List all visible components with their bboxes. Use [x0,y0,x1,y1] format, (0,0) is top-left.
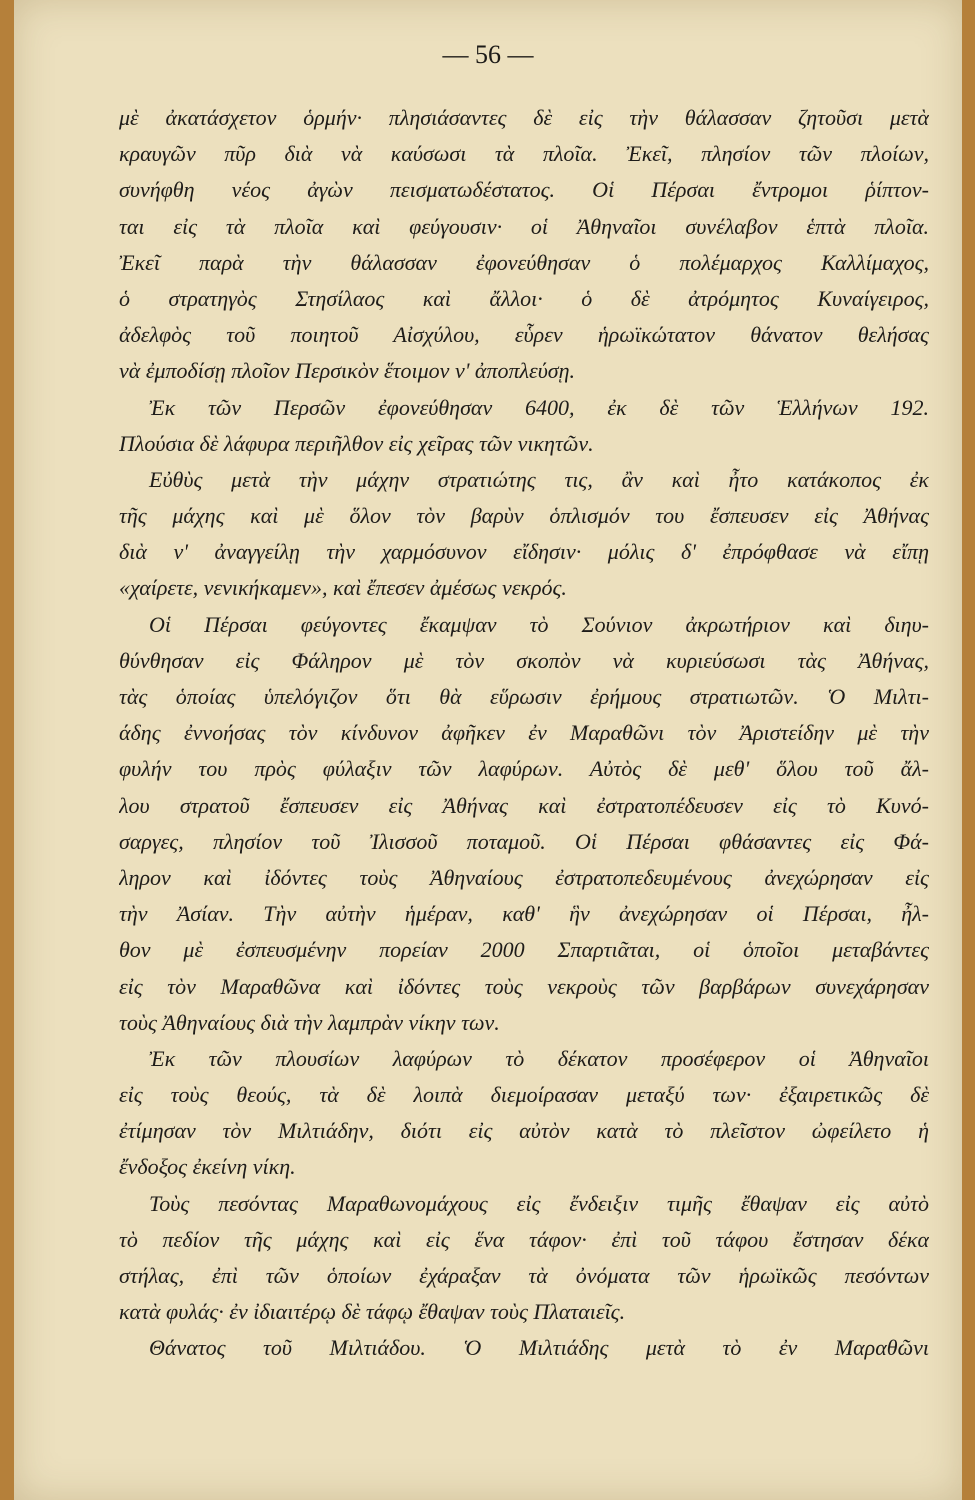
text-line: «χαίρετε, νενικήκαμεν», καὶ ἔπεσεν ἀμέσως νεκρός. [119,575,567,601]
text-line: Ἐκ τῶν Περσῶν ἐφονεύθησαν 6400, ἐκ δὲ τῶν Ἑλλήνων 192. [149,394,929,420]
text-line: μὲ ἀκατάσχετον ὁρμήν· πλησιάσαντες δὲ εἰς τὴν θάλασσαν ζητοῦσι μετὰ [119,105,929,130]
body-text [119,100,929,1367]
text-line: νὰ ἐμποδίσῃ πλοῖον Περσικὸν ἕτοιμον ν' ἀποπλεύσῃ. [119,358,576,384]
text-line: φυλήν του πρὸς φύλαξιν τῶν λαφύρων. Αὐτὸς δὲ μεθ' ὅλου τοῦ ἄλ- [119,756,929,782]
text-line: συνήφθη νέος ἀγὼν πεισματωδέστατος. Οἱ Πέρσαι ἔντρομοι ῥίπτον- [119,177,929,203]
text-line: τῆς μάχης καὶ μὲ ὅλον τὸν βαρὺν ὁπλισμόν του ἔσπευσεν εἰς Ἀθήνας [119,503,929,529]
text-line: ἐτίμησαν τὸν Μιλτιάδην, διότι εἰς αὐτὸν κατὰ τὸ πλεῖστον ὠφείλετο ἡ [119,1118,929,1144]
text-line: κραυγῶν πῦρ διὰ νὰ καύσωσι τὰ πλοῖα. Ἐκεῖ, πλησίον τῶν πλοίων, [119,141,929,167]
text-line: άδης ἐννοήσας τὸν κίνδυνον ἀφῆκεν ἐν Μαραθῶνι τὸν Ἀριστείδην μὲ τὴν [119,720,929,746]
text-line: διὰ ν' ἀναγγείλῃ τὴν χαρμόσυνον εἴδησιν· μόλις δ' ἐπρόφθασε νὰ εἴπῃ [119,539,929,565]
text-line: κατὰ φυλάς· ἐν ἰδιαιτέρῳ δὲ τάφῳ ἔθαψαν τοὺς Πλαταιεῖς. [119,1299,626,1325]
text-line: ληρον καὶ ἰδόντες τοὺς Ἀθηναίους ἐστρατοπεδευμένους ἀνεχώρησαν εἰς [119,864,929,890]
text-line: τὸ πεδίον τῆς μάχης καὶ εἰς ἕνα τάφον· ἐπὶ τοῦ τάφου ἔστησαν δέκα [119,1226,929,1252]
text-line: Οἱ Πέρσαι φεύγοντες ἔκαμψαν τὸ Σούνιον ἀκρωτήριον καὶ διηυ- [149,611,929,637]
text-line: τὴν Ἀσίαν. Τὴν αὐτὴν ἡμέραν, καθ' ἣν ἀνεχώρησαν οἱ Πέρσαι, ἦλ- [119,901,929,927]
text-line: θύνθησαν εἰς Φάληρον μὲ τὸν σκοπὸν νὰ κυριεύσωσι τὰς Ἀθήνας, [119,647,929,673]
text-line: Πλούσια δὲ λάφυρα περιῆλθον εἰς χεῖρας τῶν νικητῶν. [119,430,594,456]
text-line: εἰς τὸν Μαραθῶνα καὶ ἰδόντες τοὺς νεκροὺς τῶν βαρβάρων συνεχάρησαν [119,973,929,999]
text-line: Τοὺς πεσόντας Μαραθωνομάχους εἰς ἔνδειξιν τιμῆς ἔθαψαν εἰς αὐτὸ [149,1190,929,1216]
text-line: θον μὲ ἐσπευσμένην πορείαν 2000 Σπαρτιᾶται, οἱ ὁποῖοι μεταβάντες [119,937,929,963]
text-line: εἰς τοὺς θεούς, τὰ δὲ λοιπὰ διεμοίρασαν μεταξύ των· ἐξαιρετικῶς δὲ [119,1082,929,1108]
text-line: λου στρατοῦ ἔσπευσεν εἰς Ἀθήνας καὶ ἐστρατοπέδευσεν εἰς τὸ Κυνό- [119,792,929,818]
text-line: ται εἰς τὰ πλοῖα καὶ φεύγουσιν· οἱ Ἀθηναῖοι συνέλαβον ἑπτὰ πλοῖα. [119,213,929,239]
text-line: σαργες, πλησίον τοῦ Ἰλισσοῦ ποταμοῦ. Οἱ Πέρσαι φθάσαντες εἰς Φά- [119,828,929,854]
text-line: ὁ στρατηγὸς Στησίλαος καὶ ἄλλοι· ὁ δὲ ἀτρόμητος Κυναίγειρος, [119,285,929,311]
text-line: τὰς ὁποίας ὑπελόγιζον ὅτι θὰ εὕρωσιν ἐρήμους στρατιωτῶν. Ὁ Μιλτι- [119,684,929,709]
text-line: τοὺς Ἀθηναίους διὰ τὴν λαμπρὰν νίκην των. [119,1009,500,1035]
page-number: — 56 — [442,40,534,69]
book-page [14,0,962,1500]
text-line: στήλας, ἐπὶ τῶν ὁποίων ἐχάραξαν τὰ ὀνόματα τῶν ἡρωϊκῶς πεσόντων [119,1263,929,1288]
text-line: ἔνδοξος ἐκείνη νίκη. [119,1154,296,1180]
text-line: Θάνατος τοῦ Μιλτιάδου. Ὁ Μιλτιάδης μετὰ τὸ ἐν Μαραθῶνι [149,1335,929,1361]
text-line: ἀδελφὸς τοῦ ποιητοῦ Αἰσχύλου, εὗρεν ἡρωϊκώτατον θάνατον θελήσας [119,322,929,348]
text-line: Εὐθὺς μετὰ τὴν μάχην στρατιώτης τις, ἂν καὶ ἦτο κατάκοπος ἐκ [149,466,929,492]
text-line: Ἐκ τῶν πλουσίων λαφύρων τὸ δέκατον προσέφερον οἱ Ἀθηναῖοι [149,1045,929,1071]
text-line: Ἐκεῖ παρὰ τὴν θάλασσαν ἐφονεύθησαν ὁ πολέμαρχος Καλλίμαχος, [119,249,929,275]
